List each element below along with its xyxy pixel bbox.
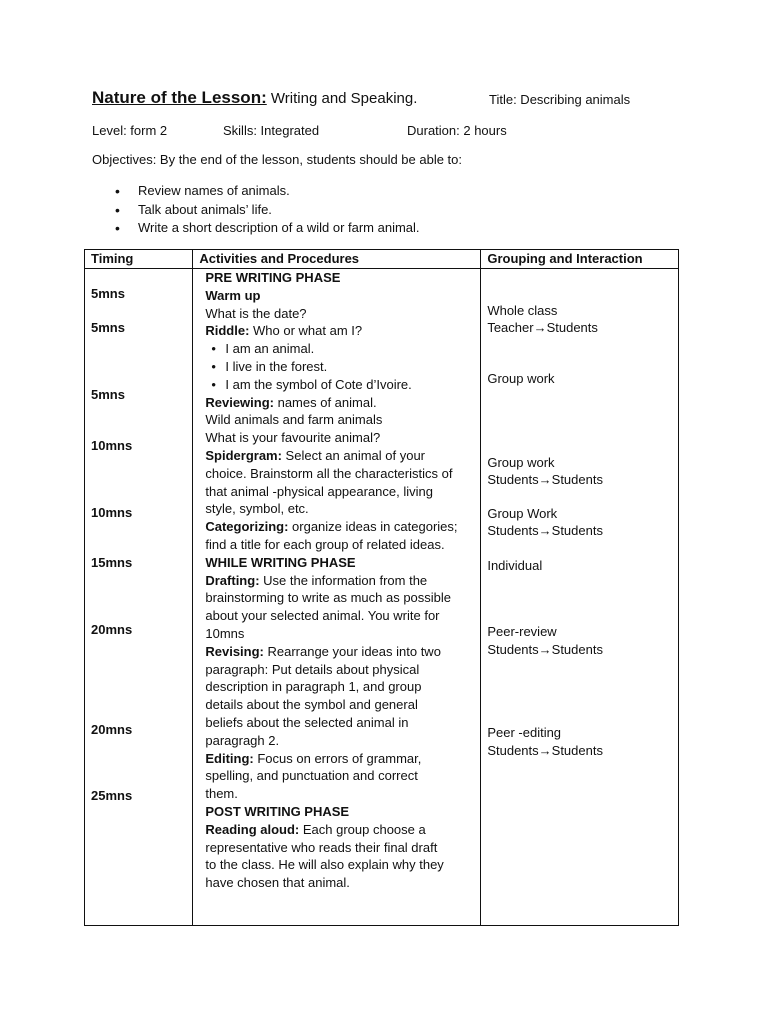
- timing-value: 20mns: [91, 622, 133, 637]
- activity-bold-text: Revising:: [205, 643, 264, 659]
- activity-line: [205, 678, 457, 696]
- timing-value: 15mns: [91, 555, 133, 570]
- activity-line: [205, 714, 457, 732]
- activity-bold-text: Categorizing:: [205, 519, 289, 535]
- activity-text: 10mns: [205, 625, 245, 641]
- activity-line: [205, 625, 457, 643]
- grouping-text: Group Work: [487, 506, 558, 521]
- activity-line: [205, 518, 457, 536]
- activity-text: find a title for each group of related ideas.: [205, 536, 445, 552]
- lesson-plan-table: [84, 249, 679, 926]
- activity-bold-text: PRE WRITING PHASE: [205, 270, 341, 285]
- activity-text: names of animal.: [273, 394, 377, 410]
- activity-line: [205, 607, 457, 625]
- activity-line: [205, 821, 457, 839]
- activity-line: [205, 411, 457, 429]
- activity-line: [205, 643, 457, 661]
- activity-line: [205, 322, 457, 340]
- activity-line: [205, 661, 457, 679]
- activity-line: [205, 500, 457, 518]
- activity-text: that animal -physical appearance, living: [205, 483, 433, 499]
- grouping-text: Individual: [487, 558, 543, 573]
- activity-bold-text: POST WRITING PHASE: [205, 803, 350, 819]
- table-header-row: [85, 250, 679, 269]
- activity-text: Wild animals and farm animals: [205, 412, 383, 428]
- activity-bold-text: WHILE WRITING PHASE: [205, 554, 356, 570]
- activity-bullet-line: [205, 340, 457, 358]
- activity-text: Each group choose a: [299, 821, 426, 837]
- activity-text: paragragh 2.: [205, 732, 280, 748]
- lesson-title: Title: Describing animals: [489, 92, 631, 107]
- grouping-text: Peer -editing: [487, 725, 562, 740]
- activity-text: Who or what am I?: [249, 323, 363, 339]
- activity-bold-text: Editing:: [205, 750, 254, 766]
- activity-line: [205, 572, 457, 590]
- timing-cell: [85, 269, 193, 926]
- objective-item: • Talk about animals’ life.: [115, 201, 420, 220]
- nature-value: Writing and Speaking.: [266, 90, 418, 107]
- grouping-text: Teacher→Students: [487, 320, 598, 335]
- activity-text: brainstorming to write as much as possible: [205, 590, 452, 606]
- activity-line: [205, 589, 457, 607]
- grouping-text: Group work: [487, 371, 555, 386]
- activities-cell: [193, 269, 481, 926]
- header-timing: Timing: [85, 250, 193, 269]
- activity-line: [205, 429, 457, 447]
- activity-text: to the class. He will also explain why they: [205, 857, 444, 873]
- activity-text: What is your favourite animal?: [205, 430, 381, 446]
- lesson-header: [92, 88, 712, 112]
- activity-line: [205, 767, 457, 785]
- nature-label: Nature of the Lesson:: [92, 88, 267, 107]
- activity-text: What is the date?: [205, 305, 307, 321]
- activity-text: beliefs about the selected animal in: [205, 714, 409, 730]
- activity-line: [205, 536, 457, 554]
- grouping-text: Peer-review: [487, 624, 557, 639]
- activity-line: [205, 750, 457, 768]
- activity-text: Select an animal of your: [281, 447, 426, 463]
- activity-text: style, symbol, etc.: [205, 501, 309, 517]
- objective-item: • Write a short description of a wild or farm animal.: [115, 219, 420, 238]
- grouping-text: Whole class: [487, 303, 558, 318]
- activity-line: [205, 803, 457, 821]
- objective-item: • Review names of animals.: [115, 182, 420, 201]
- table-body-row: [85, 269, 679, 926]
- activity-text: Use the information from the: [259, 572, 428, 588]
- activity-line: [205, 269, 457, 287]
- activity-bold-text: Warm up: [205, 287, 261, 303]
- objectives-list: [115, 182, 420, 238]
- activity-bullet-line: [205, 376, 457, 394]
- activity-text: I am an animal.: [225, 341, 315, 357]
- header-activities: Activities and Procedures: [193, 250, 481, 269]
- activity-text: I live in the forest.: [225, 358, 328, 374]
- activity-line: [205, 874, 457, 892]
- activity-text: details about the symbol and general: [205, 697, 418, 713]
- activity-line: [205, 394, 457, 412]
- activity-text: about your selected animal. You write for: [205, 608, 440, 624]
- activity-line: [205, 732, 457, 750]
- activity-text: choice. Brainstorm all the characteristics of: [205, 465, 453, 481]
- grouping-text: Students→Students: [487, 743, 603, 758]
- timing-value: 5mns: [91, 286, 125, 301]
- activity-line: [205, 483, 457, 501]
- timing-value: 10mns: [91, 505, 133, 520]
- duration-text: Duration: 2 hours: [407, 123, 507, 138]
- skills-text: Skills: Integrated: [223, 123, 320, 138]
- timing-value: 5mns: [91, 320, 125, 335]
- header-grouping: Grouping and Interaction: [481, 250, 679, 269]
- level-text: Level: form 2: [92, 123, 168, 138]
- lesson-meta: [92, 123, 712, 141]
- grouping-text: Students→Students: [487, 523, 603, 538]
- timing-value: 5mns: [91, 387, 125, 402]
- activity-text: organize ideas in categories;: [288, 519, 458, 535]
- activity-bold-text: Spidergram:: [205, 447, 282, 463]
- activity-text: paragraph: Put details about physical: [205, 661, 420, 677]
- grouping-text: Students→Students: [487, 472, 603, 487]
- timing-value: 20mns: [91, 722, 133, 737]
- grouping-cell: [481, 269, 679, 926]
- activities-list: [205, 269, 457, 892]
- activity-bold-text: Reviewing:: [205, 394, 274, 410]
- activity-text: spelling, and punctuation and correct: [205, 768, 418, 784]
- grouping-text: Group work: [487, 455, 555, 470]
- activity-line: [205, 305, 457, 323]
- activity-bold-text: Riddle:: [205, 323, 250, 339]
- activity-bullet-line: [205, 358, 457, 376]
- activity-line: [205, 785, 457, 803]
- activity-bold-text: Drafting:: [205, 572, 260, 588]
- activity-text: I am the symbol of Cote d’Ivoire.: [225, 376, 412, 392]
- grouping-text: Students→Students: [487, 642, 603, 657]
- timing-value: 10mns: [91, 438, 133, 453]
- activity-text: representative who reads their final draft: [205, 839, 438, 855]
- activity-line: [205, 856, 457, 874]
- activity-text: Rearrange your ideas into two: [263, 643, 441, 659]
- activity-text: Focus on errors of grammar,: [253, 750, 422, 766]
- activity-line: [205, 839, 457, 857]
- activity-bold-text: Reading aloud:: [205, 821, 300, 837]
- objectives-intro: Objectives: By the end of the lesson, students should be able to:: [92, 152, 463, 167]
- timing-value: 25mns: [91, 788, 133, 803]
- activity-line: [205, 696, 457, 714]
- activity-line: [205, 465, 457, 483]
- activity-text: them.: [205, 786, 238, 802]
- lesson-nature: [92, 88, 417, 108]
- activity-line: [205, 447, 457, 465]
- activity-text: have chosen that animal.: [205, 875, 350, 891]
- activity-line: [205, 287, 457, 305]
- activity-text: description in paragraph 1, and group: [205, 679, 422, 695]
- activity-line: [205, 554, 457, 572]
